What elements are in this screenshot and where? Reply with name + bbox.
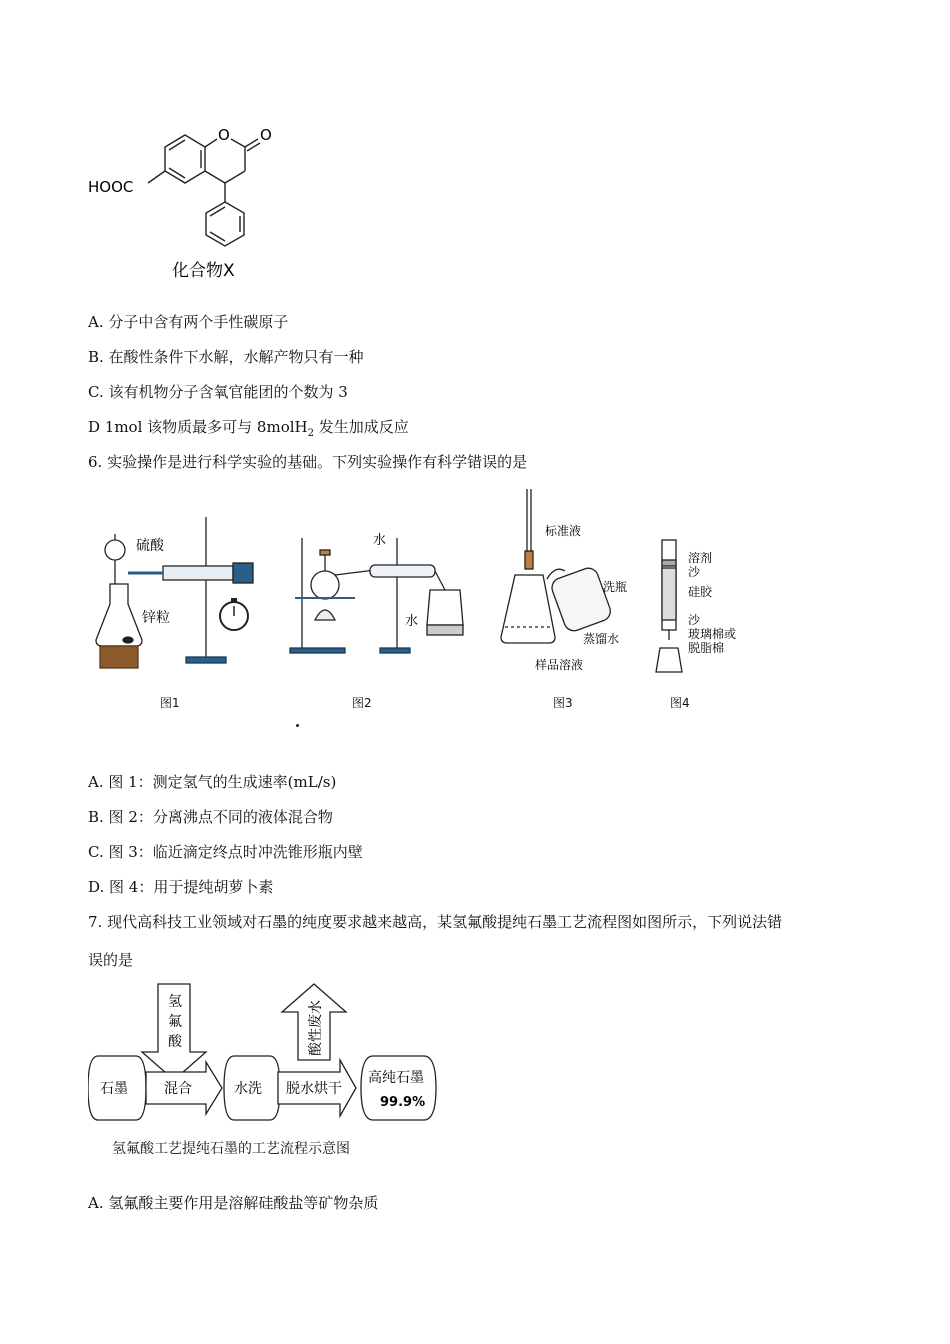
fig4-sand-bottom-label: 沙 — [688, 613, 701, 627]
q7-option-a: A. 氢氟酸主要作用是溶解硅酸盐等矿物杂质 — [88, 1194, 379, 1212]
figure-3-titration — [495, 487, 645, 672]
q7-stem-line2: 误的是 — [88, 951, 134, 969]
fig1-label: 图1 — [160, 696, 180, 710]
fig4-label: 图4 — [670, 696, 690, 710]
stray-dot — [296, 724, 299, 727]
fig1-acid-label: 硫酸 — [136, 538, 164, 554]
q5-option-c: C. 该有机物分子含氧官能团的个数为 3 — [88, 383, 348, 401]
q5-option-d-prefix: D 1mol 该物质最多可与 8molH — [88, 418, 308, 436]
flow-graphite: 石墨 — [100, 1081, 128, 1097]
q5-option-d-suffix: 发生加成反应 — [313, 418, 409, 436]
fig4-cotton-line1: 玻璃棉或 — [688, 627, 737, 641]
fig4-silica-label: 硅胶 — [688, 585, 713, 599]
compound-caption: 化合物X — [172, 261, 235, 281]
fig4-cotton-line2: 脱脂棉 — [688, 641, 725, 655]
figure-2-distillation — [285, 530, 470, 660]
fig1-zinc-label: 锌粒 — [142, 610, 170, 626]
q6-option-b: B. 图 2：分离沸点不同的液体混合物 — [88, 808, 333, 826]
flow-wash: 水洗 — [234, 1081, 262, 1097]
flow-product: 高纯石墨 — [368, 1070, 424, 1086]
q6-stem: 6. 实验操作是进行科学实验的基础。下列实验操作有科学错误的是 — [88, 453, 528, 471]
fig2-water-in-label: 水 — [373, 533, 387, 548]
fig3-std-label: 标准液 — [545, 524, 582, 538]
fig3-distilled-water-label: 蒸馏水 — [583, 632, 620, 646]
carbonyl-oxygen: O — [260, 126, 272, 144]
fig3-wash-bottle-label: 洗瓶 — [603, 580, 628, 594]
flow-caption: 氢氟酸工艺提纯石墨的工艺流程示意图 — [112, 1141, 350, 1157]
flow-hf-char3: 酸 — [168, 1034, 182, 1050]
ring-oxygen: O — [218, 126, 230, 144]
q5-option-d-sub: 2 — [307, 428, 314, 439]
flow-mix: 混合 — [164, 1081, 192, 1097]
fig3-sample-label: 样品溶液 — [535, 658, 584, 672]
fig2-water-out-label: 水 — [405, 614, 419, 629]
q6-option-a: A. 图 1：测定氢气的生成速率(mL/s) — [88, 773, 337, 791]
q6-option-d: D. 图 4：用于提纯胡萝卜素 — [88, 878, 274, 896]
fig2-label: 图2 — [352, 696, 372, 710]
flow-purity: 99.9% — [380, 1095, 426, 1110]
fig4-sand-top-label: 沙 — [688, 565, 701, 579]
figure-1-hydrogen-rate — [88, 512, 268, 677]
q7-stem-line1: 7. 现代高科技工业领域对石墨的纯度要求越来越高，某氢氟酸提纯石墨工艺流程图如图所示，下列说法错 — [88, 913, 783, 931]
flow-diagram — [88, 982, 448, 1122]
flow-hf-char1: 氢 — [168, 994, 182, 1010]
hooc-label: HOOC — [88, 178, 134, 196]
q5-option-a: A. 分子中含有两个手性碳原子 — [88, 313, 289, 331]
fig3-label: 图3 — [553, 696, 573, 710]
flow-dry: 脱水烘干 — [286, 1081, 342, 1097]
q5-option-d — [88, 417, 409, 444]
flow-hf-char2: 氟 — [168, 1014, 182, 1030]
q5-option-b: B. 在酸性条件下水解，水解产物只有一种 — [88, 348, 364, 366]
fig4-solvent-label: 溶剂 — [688, 551, 713, 565]
figure-4-column-chromatography — [650, 538, 760, 678]
q6-option-c: C. 图 3：临近滴定终点时冲洗锥形瓶内壁 — [88, 843, 363, 861]
compound-x-structure — [80, 110, 300, 290]
flow-waste: 酸性废水 — [308, 1000, 324, 1056]
